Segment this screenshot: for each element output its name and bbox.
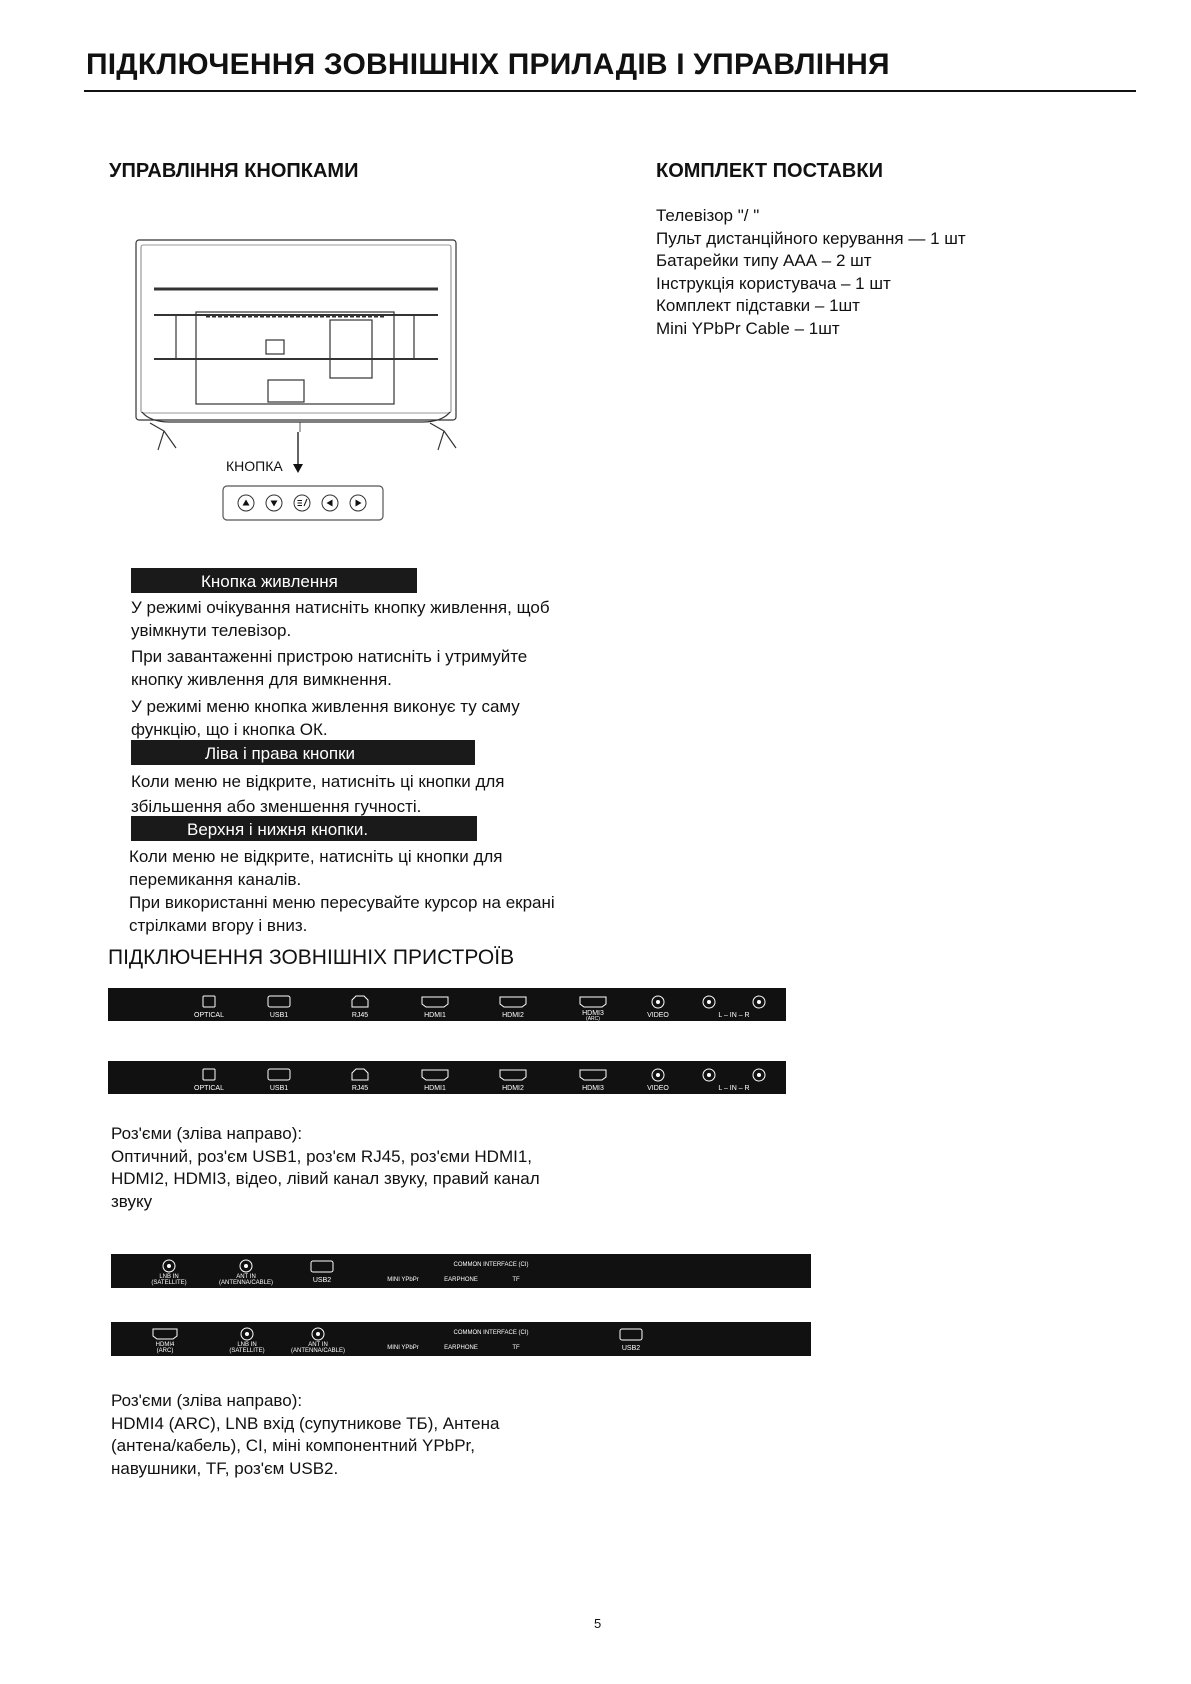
port-label: EARPHONE <box>444 1277 478 1283</box>
port-label: HDMI1 <box>424 1085 446 1092</box>
tv-button-panel <box>222 485 384 521</box>
text-line: функцію, що і кнопка ОК. <box>131 720 328 739</box>
port-label: (SATELLITE) <box>151 1280 187 1286</box>
kit-item: Mini YPbPr Cable – 1шт <box>656 318 840 338</box>
text-line: Роз'єми (зліва направо): <box>111 1124 303 1143</box>
hdmi-port-icon <box>580 1070 606 1080</box>
title-divider <box>84 90 1136 92</box>
port-label: L – IN – R <box>718 1012 750 1019</box>
port-label: USB1 <box>269 1012 289 1019</box>
ports-description-1 <box>111 1123 540 1213</box>
up-down-label: Верхня і нижня кнопки. <box>187 820 369 839</box>
text-line: стрілками вгору і вниз. <box>129 916 308 935</box>
kit-item: Пульт дистанційного керування — 1 шт <box>656 228 966 248</box>
text-line: HDMI2, HDMI3, відео, лівий канал звуку, правий канал <box>111 1169 540 1188</box>
page-number: 5 <box>594 1616 602 1631</box>
port-label: ANT IN <box>308 1342 328 1348</box>
up-down-paragraph <box>129 845 555 937</box>
arc-note: (ARC) <box>586 1016 600 1022</box>
port-label: VIDEO <box>647 1085 669 1092</box>
kit-item: Інструкція користувача – 1 шт <box>656 273 891 293</box>
left-right-paragraph <box>131 769 505 819</box>
text-line: У режимі очікування натисніть кнопку живлення, щоб <box>131 598 550 617</box>
power-paragraph-3 <box>131 695 520 741</box>
hdmi-port-icon <box>153 1329 177 1339</box>
port-label: ANT IN <box>236 1274 256 1280</box>
page-title: ПІДКЛЮЧЕННЯ ЗОВНІШНІХ ПРИЛАДІВ І УПРАВЛІННЯ <box>86 48 890 81</box>
text-line: У режимі меню кнопка живлення виконує ту саму <box>131 697 520 716</box>
text-line: звуку <box>111 1191 153 1211</box>
port-label: HDMI1 <box>424 1012 446 1019</box>
power-paragraph-1 <box>131 596 550 642</box>
text-line: збільшення або зменшення гучності. <box>131 797 422 816</box>
port-label: (ANTENNA/CABLE) <box>290 1348 345 1354</box>
port-label: TF <box>512 1277 520 1283</box>
port-label: USB2 <box>312 1277 332 1284</box>
left-right-label: Ліва і права кнопки <box>205 744 356 763</box>
text-line: увімкнути телевізор. <box>131 621 292 640</box>
port-label: MINI YPbPr <box>387 1277 419 1283</box>
kit-item: Комплект підставки – 1шт <box>656 296 860 315</box>
port-label: (ARC) <box>156 1348 174 1354</box>
port-label: HDMI3 <box>582 1010 604 1017</box>
buttons-section-title: УПРАВЛІННЯ КНОПКАМИ <box>109 160 359 182</box>
text-line: Роз'єми (зліва направо): <box>111 1391 303 1410</box>
port-label: OPTICAL <box>194 1012 224 1019</box>
button-callout-label: КНОПКА <box>226 458 283 474</box>
port-label: TF <box>512 1345 520 1351</box>
rj45-port-icon <box>352 996 368 1007</box>
power-paragraph-2 <box>131 645 527 691</box>
text-line: кнопку живлення для вимкнення. <box>131 670 392 689</box>
usb-port-icon <box>311 1261 333 1272</box>
kit-section-title: КОМПЛЕКТ ПОСТАВКИ <box>656 160 883 182</box>
text-line: HDMI4 (ARC), LNB вхід (супутникове ТБ), Антена <box>111 1413 500 1433</box>
hdmi-port-icon <box>500 997 526 1007</box>
hdmi-port-icon <box>500 1070 526 1080</box>
hdmi-port-icon <box>422 997 448 1007</box>
port-label: EARPHONE <box>444 1345 478 1351</box>
text-line: При завантаженні пристрою натисніть і утримуйте <box>131 647 528 666</box>
port-label: COMMON INTERFACE (CI) <box>453 1330 529 1336</box>
power-button-label-bar <box>131 568 417 593</box>
usb-port-icon <box>268 996 290 1007</box>
port-label: COMMON INTERFACE (CI) <box>453 1262 529 1268</box>
up-down-label-bar <box>131 816 477 841</box>
port-label: MINI YPbPr <box>387 1345 419 1351</box>
usb-port-icon <box>268 1069 290 1080</box>
side-port-panel-1 <box>108 988 786 1021</box>
kit-item: Телевізор "/ " <box>656 206 760 225</box>
hdmi-port-icon <box>422 1070 448 1080</box>
port-label: HDMI2 <box>502 1085 524 1092</box>
kit-list <box>656 205 966 340</box>
port-label: (SATELLITE) <box>229 1348 265 1354</box>
port-label: RJ45 <box>351 1085 369 1092</box>
hdmi-port-icon <box>580 997 606 1007</box>
kit-item: Батарейки типу ААА – 2 шт <box>656 251 872 270</box>
side-port-panel-2 <box>108 1061 786 1094</box>
port-label: OPTICAL <box>194 1085 224 1092</box>
text-line: (антена/кабель), CI, міні компонентний YPbPr, <box>111 1436 475 1455</box>
rj45-port-icon <box>352 1069 368 1080</box>
port-label: LNB IN <box>159 1274 179 1280</box>
port-label: L – IN – R <box>718 1085 750 1092</box>
port-label: USB1 <box>269 1085 289 1092</box>
usb-port-icon <box>620 1329 642 1340</box>
port-label: LNB IN <box>237 1342 257 1348</box>
text-line: Коли меню не відкрите, натисніть ці кнопки для <box>129 847 503 866</box>
tv-back-illustration <box>130 232 470 462</box>
rear-port-panel-1 <box>111 1254 811 1288</box>
ports-description-2 <box>111 1390 499 1480</box>
text-line: навушники, TF, роз'єм USB2. <box>111 1458 339 1478</box>
port-label: HDMI2 <box>502 1012 524 1019</box>
text-line: Оптичний, роз'єм USB1, роз'єм RJ45, роз'єми HDMI1, <box>111 1146 533 1166</box>
optical-port-icon <box>203 996 215 1007</box>
port-label: HDMI3 <box>582 1085 604 1092</box>
port-label: USB2 <box>621 1345 641 1352</box>
text-line: перемикання каналів. <box>129 870 302 889</box>
left-right-label-bar <box>131 740 475 765</box>
text-line: Коли меню не відкрите, натисніть ці кнопки для <box>131 772 505 791</box>
optical-port-icon <box>203 1069 215 1080</box>
external-devices-title: ПІДКЛЮЧЕННЯ ЗОВНІШНІХ ПРИСТРОЇВ <box>108 946 515 969</box>
port-label: VIDEO <box>647 1012 669 1019</box>
port-label: (ANTENNA/CABLE) <box>218 1280 273 1286</box>
port-label: HDMI4 <box>155 1342 175 1348</box>
power-button-label: Кнопка живлення <box>201 572 338 591</box>
callout-arrow-icon <box>292 432 304 474</box>
port-label: RJ45 <box>351 1012 369 1019</box>
rear-port-panel-2 <box>111 1322 811 1356</box>
text-line: При використанні меню пересувайте курсор на екрані <box>129 893 555 912</box>
